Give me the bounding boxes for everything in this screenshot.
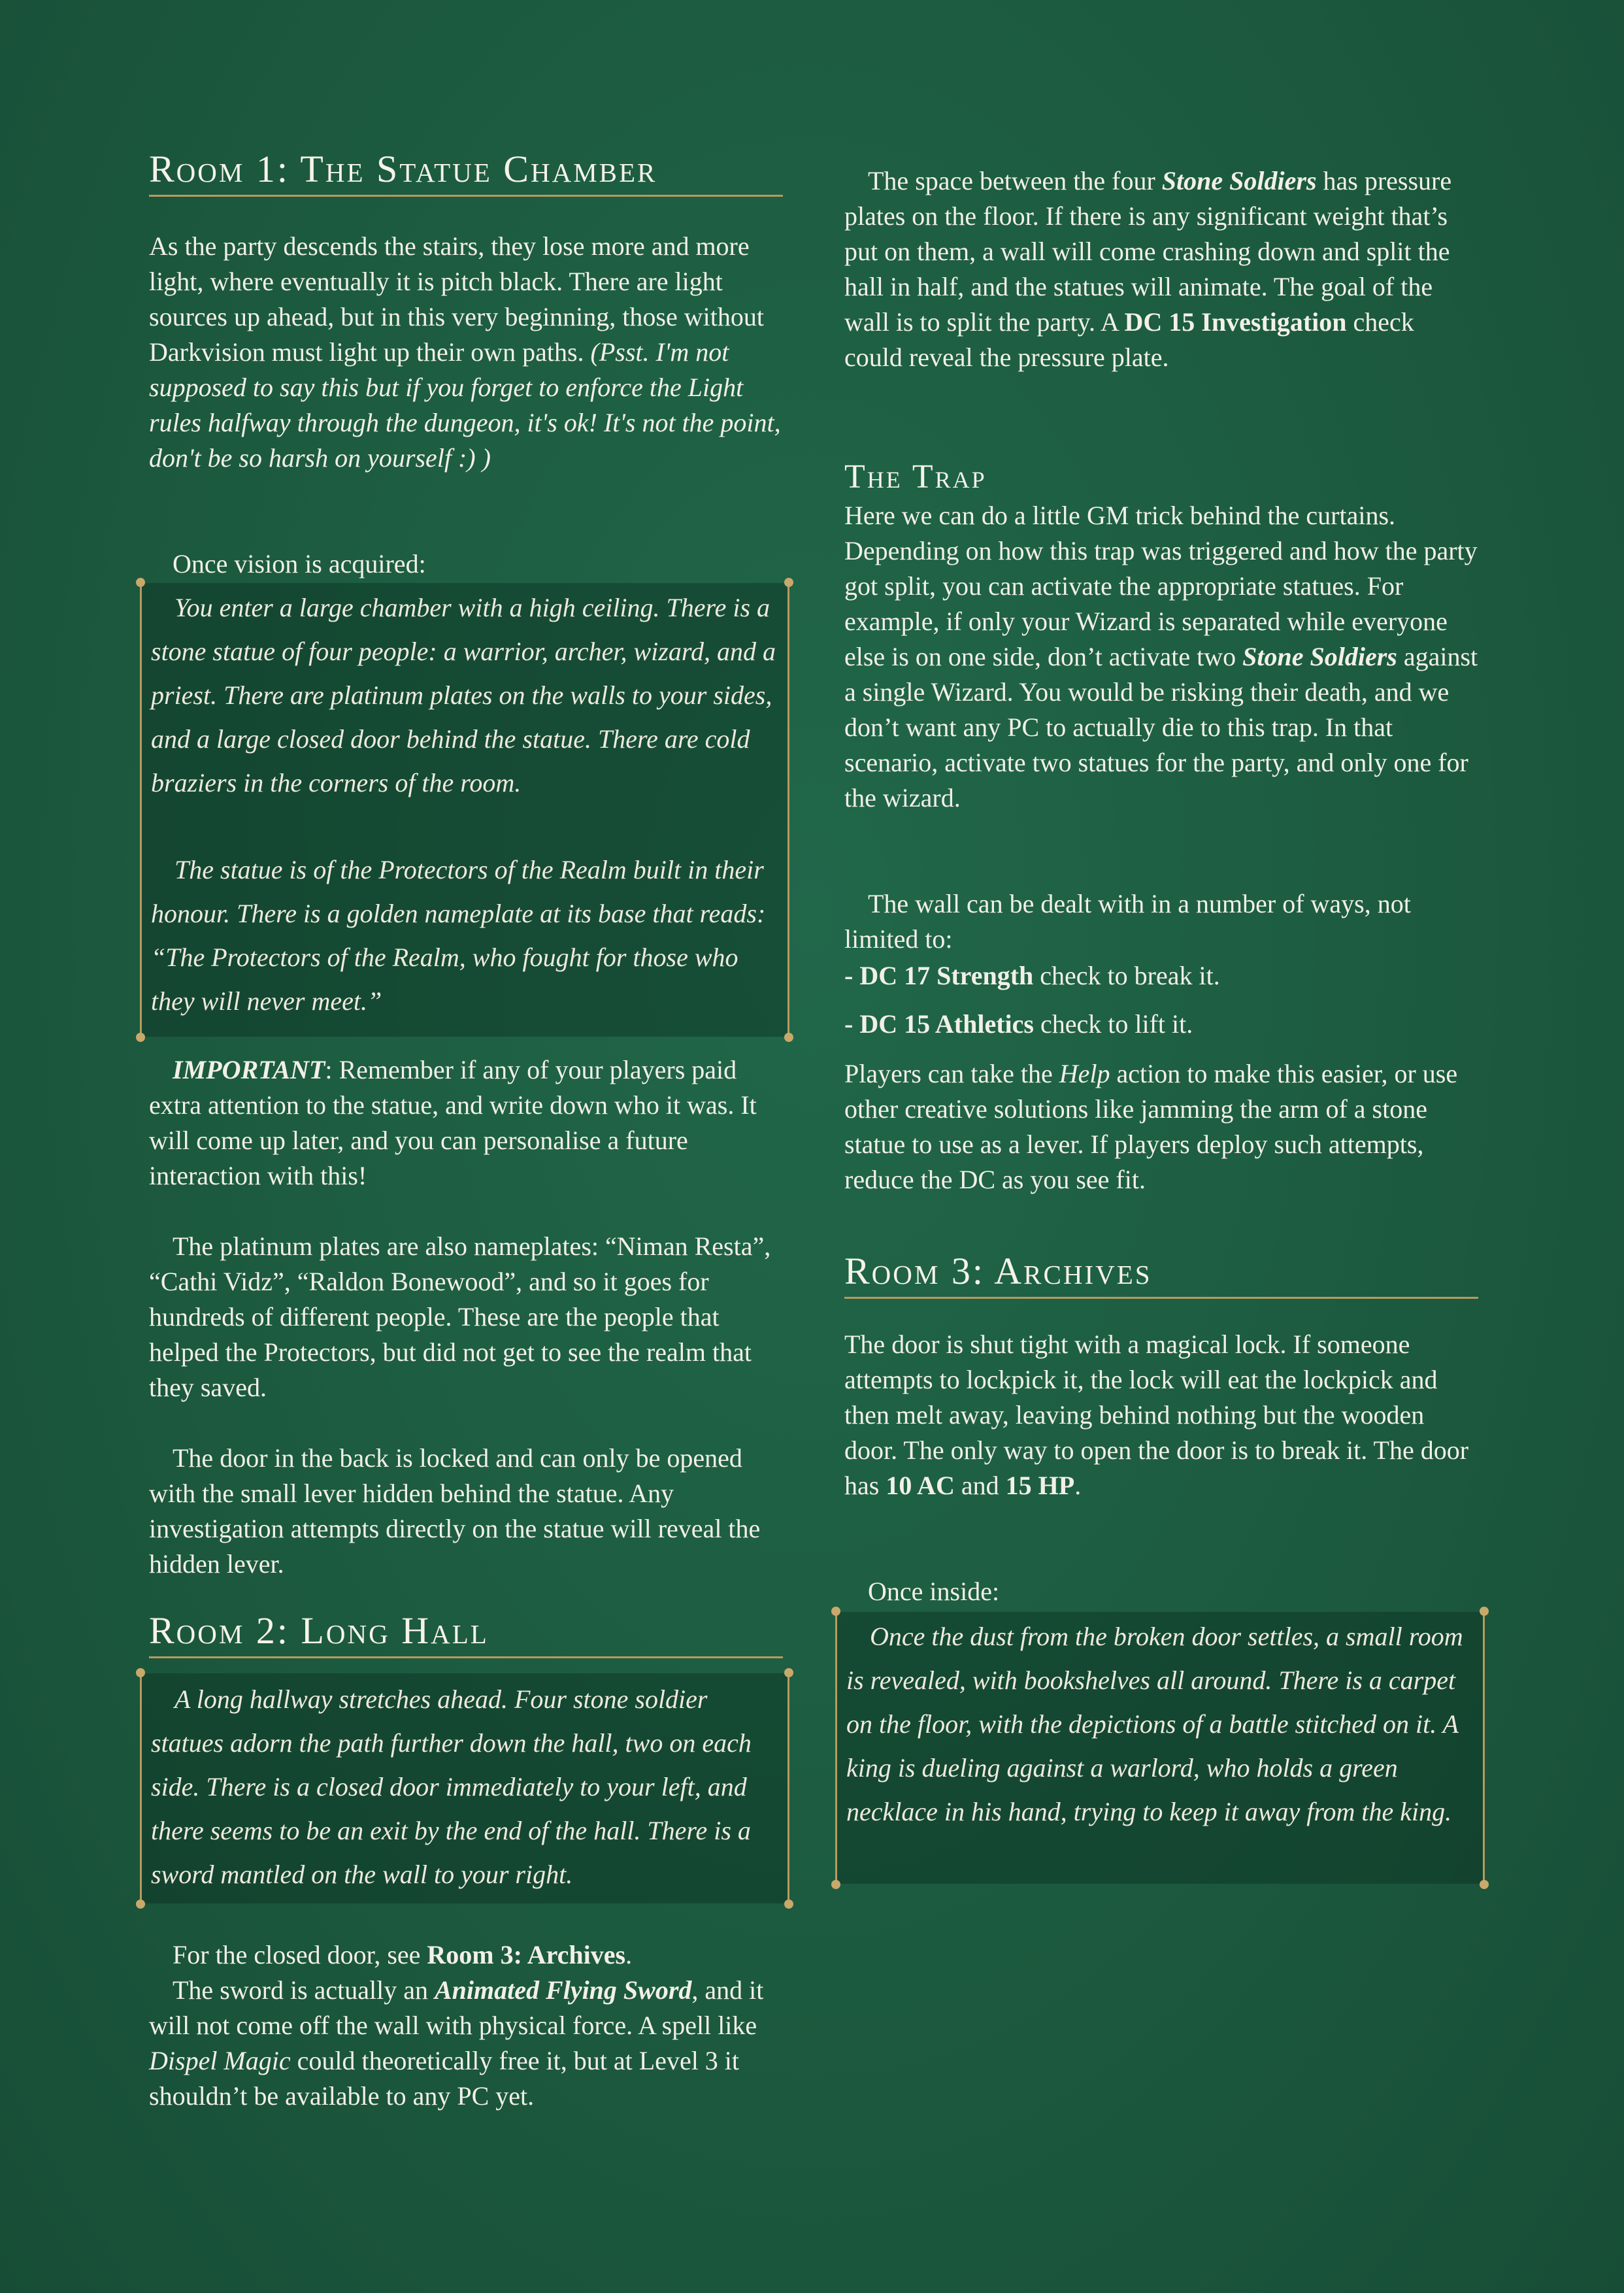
room-3-door-text — [844, 1327, 1478, 1503]
trap-paragraph-1 — [844, 498, 1478, 816]
athletics-check-text: check to lift it. — [1033, 1009, 1193, 1039]
soldiers-dc: DC 15 Investigation — [1124, 307, 1347, 337]
trap-p1-post: against a single Wizard. You would be risking their death, and we don’t want any PC to actually die to this trap. In that scenario, activate two statues for the party, and only one for the wizard. — [844, 642, 1478, 812]
room-3-p1-end: . — [1074, 1471, 1082, 1500]
corner-ornament — [136, 578, 145, 587]
trap-p1-pre: Here we can do a little GM trick behind the curtains. Depending on how this trap was triggered and how the party got split, you can activate the appropriate statues. For example, if only your Wizard is separated while everyone else is on one side, don’t activate two — [844, 501, 1478, 671]
trap-paragraph-3 — [844, 1056, 1478, 1197]
room-1-intro — [149, 229, 783, 476]
room-3-read-aloud-box — [835, 1612, 1485, 1884]
soldiers-name: Stone Soldiers — [1161, 166, 1317, 195]
sword-note — [149, 1973, 783, 2114]
room-3-p1-and: and — [954, 1471, 1006, 1500]
sword-spell: Dispel Magic — [149, 2046, 291, 2075]
athletics-check — [844, 1007, 1478, 1042]
room-3-p1-pre: The door is shut tight with a magical lock. If someone attempts to lockpick it, the lock will eat the lockpick and then melt away, leaving behind nothing but the wooden door. The only way to open the door is to break it. The door has — [844, 1330, 1469, 1500]
soldiers-mid: has pressure plates on the floor. If there is any significant weight that’s put on them, a wall will come crashing down and split the hall in half, and the statues will animate. The goal of the wall is to split the party. A — [844, 166, 1452, 337]
corner-ornament — [831, 1880, 840, 1889]
read-aloud-archives: Once the dust from the broken door settles, a small room is revealed, with bookshelves all around. There is a carpet on the floor, with the depictions of a battle stitched on it. A king is dueling against a warlord, who holds a green necklace in his hand, trying to keep it away from the king. — [846, 1622, 1463, 1826]
room-1-read-aloud-box — [140, 583, 789, 1037]
important-label: IMPORTANT — [173, 1055, 325, 1084]
strength-check-label: - DC 17 Strength — [844, 961, 1034, 990]
room-3-heading: Room 3: Archives — [844, 1248, 1478, 1299]
soldiers-post: check could reveal the pressure plate. — [844, 307, 1414, 372]
sword-pre: The sword is actually an — [173, 1975, 435, 2005]
sword-post: could theoretically free it, but at Level 3 it shouldn’t be available to any PC yet. — [149, 2046, 740, 2111]
stone-soldiers-text — [844, 163, 1478, 375]
wall-options-text: The wall can be dealt with in a number of ways, not limited to: — [844, 889, 1411, 954]
read-aloud-chamber: You enter a large chamber with a high ceiling. There is a stone statue of four people: a warrior, archer, wizard, and a priest. There are platinum plates on the walls to your sides, and a large closed door behind the statue. There are cold braziers in the corners of the room. — [151, 593, 776, 797]
room-2-read-aloud-box — [140, 1673, 789, 1903]
corner-ornament — [784, 578, 793, 587]
closed-door-pre: For the closed door, see — [173, 1940, 427, 1969]
corner-ornament — [136, 1033, 145, 1042]
door-hp: 15 HP — [1005, 1471, 1075, 1500]
corner-ornament — [784, 1668, 793, 1677]
room-2-heading: Room 2: Long Hall — [149, 1608, 783, 1658]
vision-line: Once vision is acquired: — [173, 549, 426, 578]
corner-ornament — [136, 1668, 145, 1677]
read-aloud-statue: The statue is of the Protectors of the Realm built in their honour. There is a golden nameplate at its base that reads: “The Protectors of the Realm, who fought for those who they will never meet.” — [151, 855, 766, 1016]
corner-ornament — [784, 1900, 793, 1909]
corner-ornament — [1480, 1880, 1489, 1889]
trap-p1-name: Stone Soldiers — [1242, 642, 1397, 671]
read-aloud-long-hall: A long hallway stretches ahead. Four stone soldier statues adorn the path further down the hall, two on each side. There is a closed door immediately to your left, and there seems to be an exit by the end of the hall. There is a sword mantled on the wall to your right. — [151, 1684, 752, 1889]
important-note — [149, 1052, 783, 1194]
room-1-intro-text: As the party descends the stairs, they lose more and more light, where eventually it is pitch black. There are light sources up ahead, but in this very beginning, those without Darkvision must light up their own paths. — [149, 231, 764, 367]
strength-check — [844, 958, 1478, 994]
help-action: Help — [1059, 1059, 1110, 1088]
soldiers-pre: The space between the four — [868, 166, 1162, 195]
trap-heading: The Trap — [844, 458, 987, 495]
door-ac: 10 AC — [886, 1471, 955, 1500]
corner-ornament — [831, 1607, 840, 1616]
corner-ornament — [136, 1900, 145, 1909]
athletics-check-label: - DC 15 Athletics — [844, 1009, 1034, 1039]
corner-ornament — [1480, 1607, 1489, 1616]
trap-p3-pre: Players can take the — [844, 1059, 1059, 1088]
platinum-plates-text: The platinum plates are also nameplates: “Niman Resta”, “Cathi Vidz”, “Raldon Bonewood”, and so it goes for hundreds of different people. These are the people that helped the Protectors, but did not get to see the realm that they saved. — [149, 1231, 771, 1402]
once-inside-line: Once inside: — [868, 1577, 1000, 1606]
sword-name: Animated Flying Sword — [435, 1975, 692, 2005]
closed-door-post: . — [625, 1940, 633, 1969]
room-1-aside: (Psst. I'm not supposed to say this but if you forget to enforce the Light rules halfway through the dungeon, it's ok! It's not the point, don't be so harsh on yourself :) ) — [149, 337, 781, 473]
back-door-text: The door in the back is locked and can only be opened with the small lever hidden behind the statue. Any investigation attempts directly on the statue will reveal the hidden lever. — [149, 1443, 761, 1579]
corner-ornament — [784, 1033, 793, 1042]
room-3-reference: Room 3: Archives — [427, 1940, 626, 1969]
closed-door-note — [149, 1937, 783, 1973]
room-1-heading: Room 1: The Statue Chamber — [149, 146, 783, 197]
strength-check-text: check to break it. — [1033, 961, 1220, 990]
important-text: : Remember if any of your players paid extra attention to the statue, and write down who it was. It will come up later, and you can personalise a future interaction with this! — [149, 1055, 757, 1190]
trap-p3-post: action to make this easier, or use other creative solutions like jamming the arm of a stone statue to use as a lever. If players deploy such attempts, reduce the DC as you see fit. — [844, 1059, 1458, 1194]
sword-mid: , and it will not come off the wall with physical force. A spell like — [149, 1975, 764, 2040]
